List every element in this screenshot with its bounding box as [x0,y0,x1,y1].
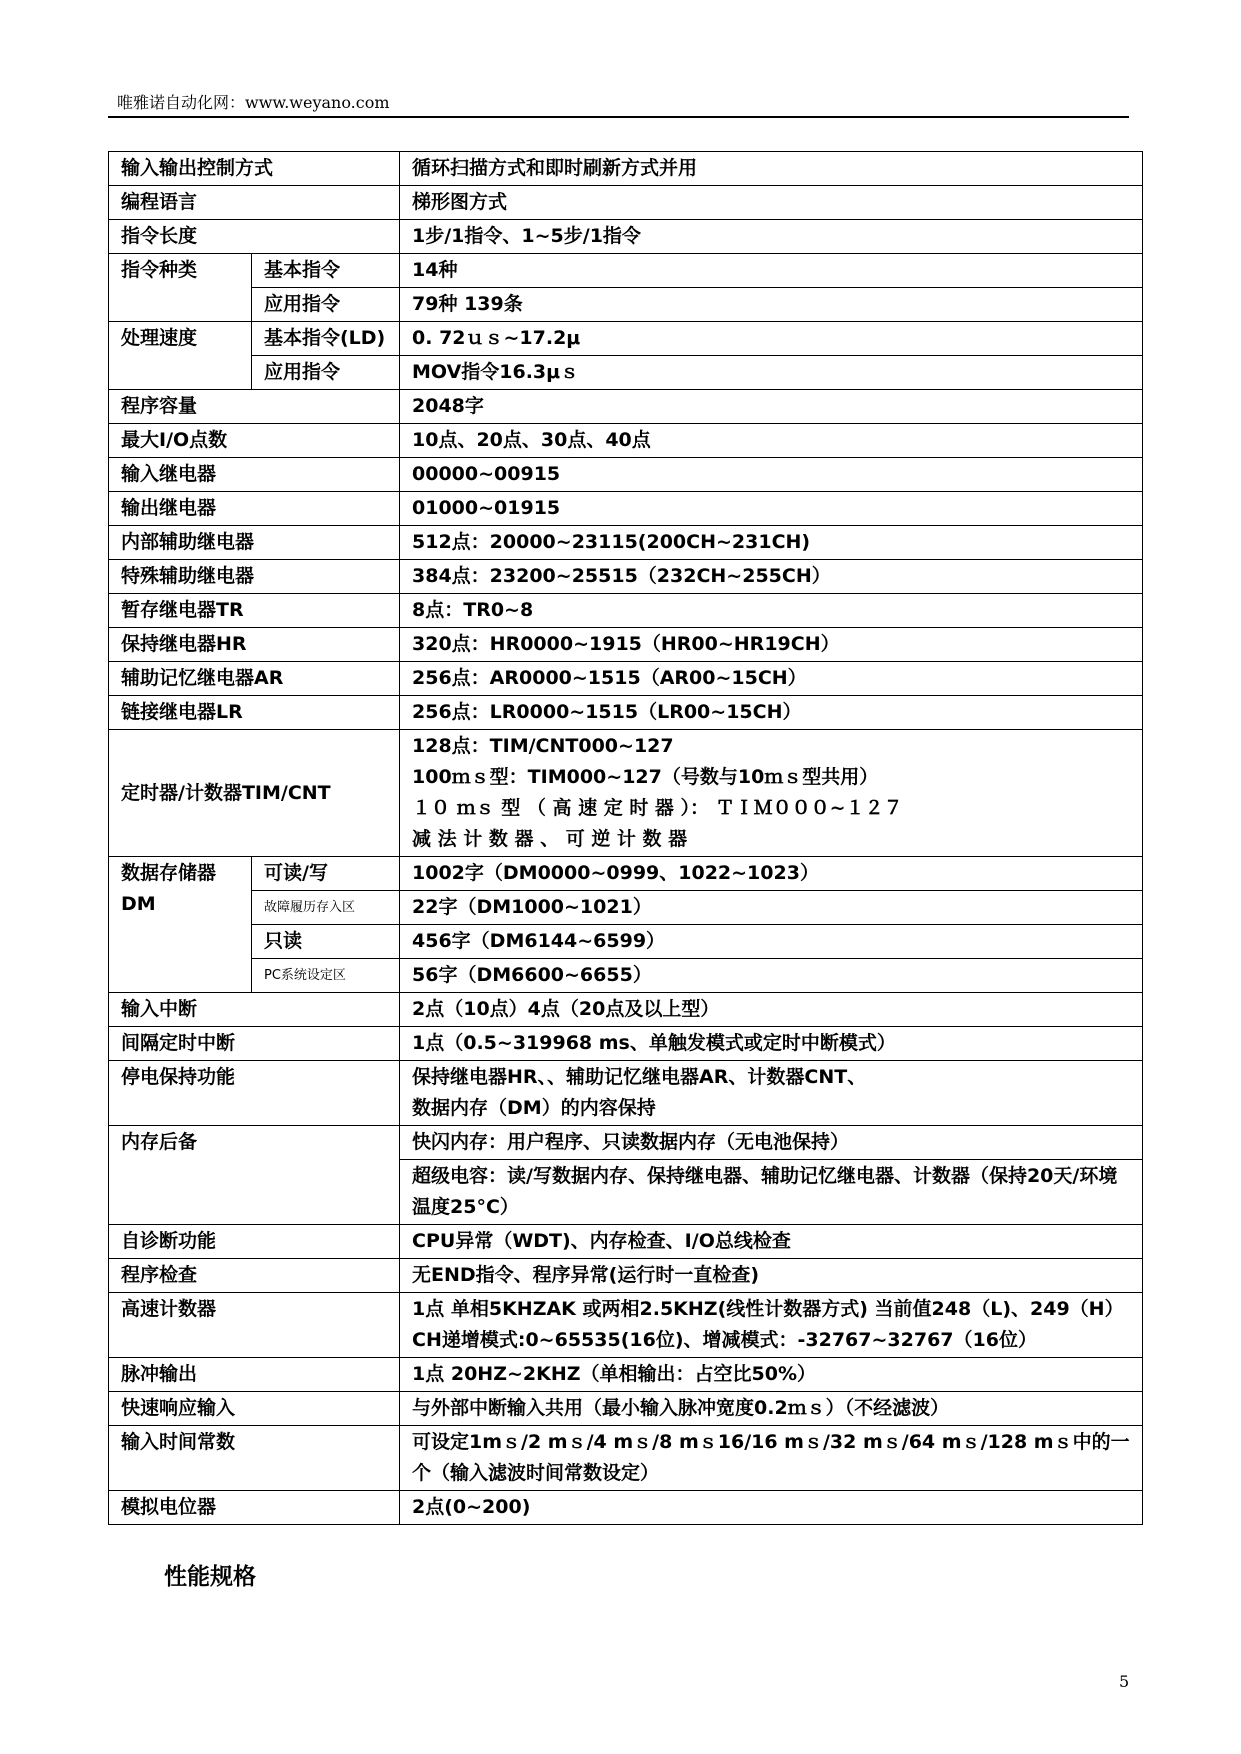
row-label-aux-memory: 辅助记忆继电器AR [109,662,400,696]
table-row [109,1392,1143,1426]
row-value-quick-response: 与外部中断输入共用（最小输入脉冲宽度0.2ｍｓ）（不经滤波） [400,1392,1143,1426]
row-label-link-relay: 链接继电器LR [109,696,400,730]
row-label-max-io: 最大I/O点数 [109,424,400,458]
table-row [109,1259,1143,1293]
timer-line-1: 128点：TIM/CNT000~127 [412,735,674,757]
row-label-interval-timer: 间隔定时中断 [109,1027,400,1061]
table-row [109,1426,1143,1491]
row-label-temp-relay: 暂存继电器TR [109,594,400,628]
row-value-internal-aux: 512点：20000~23115(200CH~231CH) [400,526,1143,560]
row-label-input-time-const: 输入时间常数 [109,1426,400,1491]
row-value-pulse-output: 1点 20HZ~2KHZ（单相输出：占空比50%） [400,1358,1143,1392]
timer-line-3: １０ ｍｓ 型 （ 高 速 定 时 器 ）： ＴＩＭ０００~１２７ [412,797,903,819]
table-row [109,220,1143,254]
header-rule [108,116,1129,118]
value-memory-flash: 快闪内存：用户程序、只读数据内存（无电池保持） [400,1126,1143,1160]
timer-line-4: 减 法 计 数 器 、 可 逆 计 数 器 [412,828,688,850]
row-label-instr-types: 指令种类 [109,254,252,322]
row-value-output-relay: 01000~01915 [400,492,1143,526]
row-value-timer-counter [400,730,1143,857]
row-label-special-aux: 特殊辅助继电器 [109,560,400,594]
table-row [109,288,1143,322]
table-row [109,1225,1143,1259]
table-row [109,696,1143,730]
row-value-input-interrupt: 2点（10点）4点（20点及以上型） [400,993,1143,1027]
row-value-analog-pot: 2点(0~200) [400,1491,1143,1525]
sublabel-basic-instr: 基本指令 [252,254,400,288]
row-value-input-relay: 00000~00915 [400,458,1143,492]
value-dm-pc: 56字（DM6600~6655） [400,959,1143,993]
power-fail-line-1: 保持继电器HR、、辅助记忆继电器AR、计数器CNT、 [412,1066,867,1088]
table-row [109,492,1143,526]
table-row [109,662,1143,696]
row-value-aux-memory: 256点：AR0000~1515（AR00~15CH） [400,662,1143,696]
row-value-power-fail [400,1061,1143,1126]
row-value-special-aux: 384点：23200~25515（232CH~255CH） [400,560,1143,594]
power-fail-line-2: 数据内存（DM）的内容保持 [412,1097,656,1119]
table-row [109,390,1143,424]
row-label-program-capacity: 程序容量 [109,390,400,424]
sublabel-dm-rw: 可读/写 [252,857,400,891]
table-row [109,891,1143,925]
row-label-program-check: 程序检查 [109,1259,400,1293]
row-label-language: 编程语言 [109,186,400,220]
row-value-max-io: 10点、20点、30点、40点 [400,424,1143,458]
row-label-hs-counter: 高速计数器 [109,1293,400,1358]
row-label-instr-length: 指令长度 [109,220,400,254]
row-value-hold-relay: 320点：HR0000~1915（HR00~HR19CH） [400,628,1143,662]
dm-label-line-2: DM [121,893,156,915]
sublabel-speed-app: 应用指令 [252,356,400,390]
row-value-link-relay: 256点：LR0000~1515（LR00~15CH） [400,696,1143,730]
row-label-power-fail: 停电保持功能 [109,1061,400,1126]
row-label-pulse-output: 脉冲输出 [109,1358,400,1392]
value-speed-basic: 0. 72ｕｓ~17.2μ [400,322,1143,356]
row-label-memory-backup: 内存后备 [109,1126,400,1225]
page-number: 5 [1119,1672,1130,1691]
sublabel-speed-basic: 基本指令(LD) [252,322,400,356]
row-label-speed: 处理速度 [109,322,252,390]
value-basic-instr: 14种 [400,254,1143,288]
row-value-instr-length: 1步/1指令、1~5步/1指令 [400,220,1143,254]
row-value-self-diag: CPU异常（WDT)、内存检查、I/O总线检查 [400,1225,1143,1259]
table-row [109,730,1143,857]
table-row [109,1126,1143,1160]
table-row [109,1061,1143,1126]
table-row [109,356,1143,390]
table-row [109,925,1143,959]
spec-table [108,151,1143,1525]
row-value-interval-timer: 1点（0.5~319968 ms、单触发模式或定时中断模式） [400,1027,1143,1061]
sublabel-dm-fault: 故障履历存入区 [252,891,400,925]
value-app-instr: 79种 139条 [400,288,1143,322]
row-label-quick-response: 快速响应输入 [109,1392,400,1426]
table-row [109,254,1143,288]
table-row [109,560,1143,594]
row-label-analog-pot: 模拟电位器 [109,1491,400,1525]
row-label-internal-aux: 内部辅助继电器 [109,526,400,560]
table-row [109,628,1143,662]
sublabel-dm-pc: PC系统设定区 [252,959,400,993]
row-label-output-relay: 输出继电器 [109,492,400,526]
row-value-language: 梯形图方式 [400,186,1143,220]
table-row [109,1491,1143,1525]
row-label-hold-relay: 保持继电器HR [109,628,400,662]
sublabel-app-instr: 应用指令 [252,288,400,322]
sublabel-dm-ro: 只读 [252,925,400,959]
table-row [109,857,1143,891]
row-label-io-control: 输入输出控制方式 [109,152,400,186]
table-row [109,1027,1143,1061]
row-value-program-check: 无END指令、程序异常(运行时一直检查) [400,1259,1143,1293]
row-value-temp-relay: 8点：TR0~8 [400,594,1143,628]
value-dm-fault: 22字（DM1000~1021） [400,891,1143,925]
table-row [109,959,1143,993]
table-row [109,322,1143,356]
value-dm-ro: 456字（DM6144~6599） [400,925,1143,959]
table-row [109,594,1143,628]
table-row [109,186,1143,220]
value-memory-capacitor: 超级电容：读/写数据内存、保持继电器、辅助记忆继电器、计数器（保持20天/环境温度25°C） [400,1160,1143,1225]
page-header: 唯雅诺自动化网：www.weyano.com [117,93,390,112]
table-row [109,526,1143,560]
value-speed-app: MOV指令16.3μｓ [400,356,1143,390]
row-value-program-capacity: 2048字 [400,390,1143,424]
table-row [109,1358,1143,1392]
row-label-input-relay: 输入继电器 [109,458,400,492]
row-label-input-interrupt: 输入中断 [109,993,400,1027]
table-caption: 性能规格 [164,1564,256,1590]
value-dm-rw: 1002字（DM0000~0999、1022~1023） [400,857,1143,891]
row-label-dm [109,857,252,993]
table-row [109,458,1143,492]
row-value-input-time-const: 可设定1mｓ/2 mｓ/4 mｓ/8 mｓ16/16 mｓ/32 mｓ/64 mｓ/128 mｓ中的一个（输入滤波时间常数设定） [400,1426,1143,1491]
timer-line-2: 100ｍｓ型：TIM000~127（号数与10ｍｓ型共用） [412,766,879,788]
dm-label-line-1: 数据存储器 [121,862,217,884]
row-value-hs-counter: 1点 单相5KHZAK 或两相2.5KHZ(线性计数器方式) 当前值248（L)、249（H）CH递增模式:0~65535(16位)、增减模式：-32767~32767（16位） [400,1293,1143,1358]
row-value-io-control: 循环扫描方式和即时刷新方式并用 [400,152,1143,186]
table-row [109,1293,1143,1358]
table-row [109,424,1143,458]
row-label-self-diag: 自诊断功能 [109,1225,400,1259]
table-row [109,993,1143,1027]
row-label-timer-counter: 定时器/计数器TIM/CNT [109,730,400,857]
table-row [109,152,1143,186]
